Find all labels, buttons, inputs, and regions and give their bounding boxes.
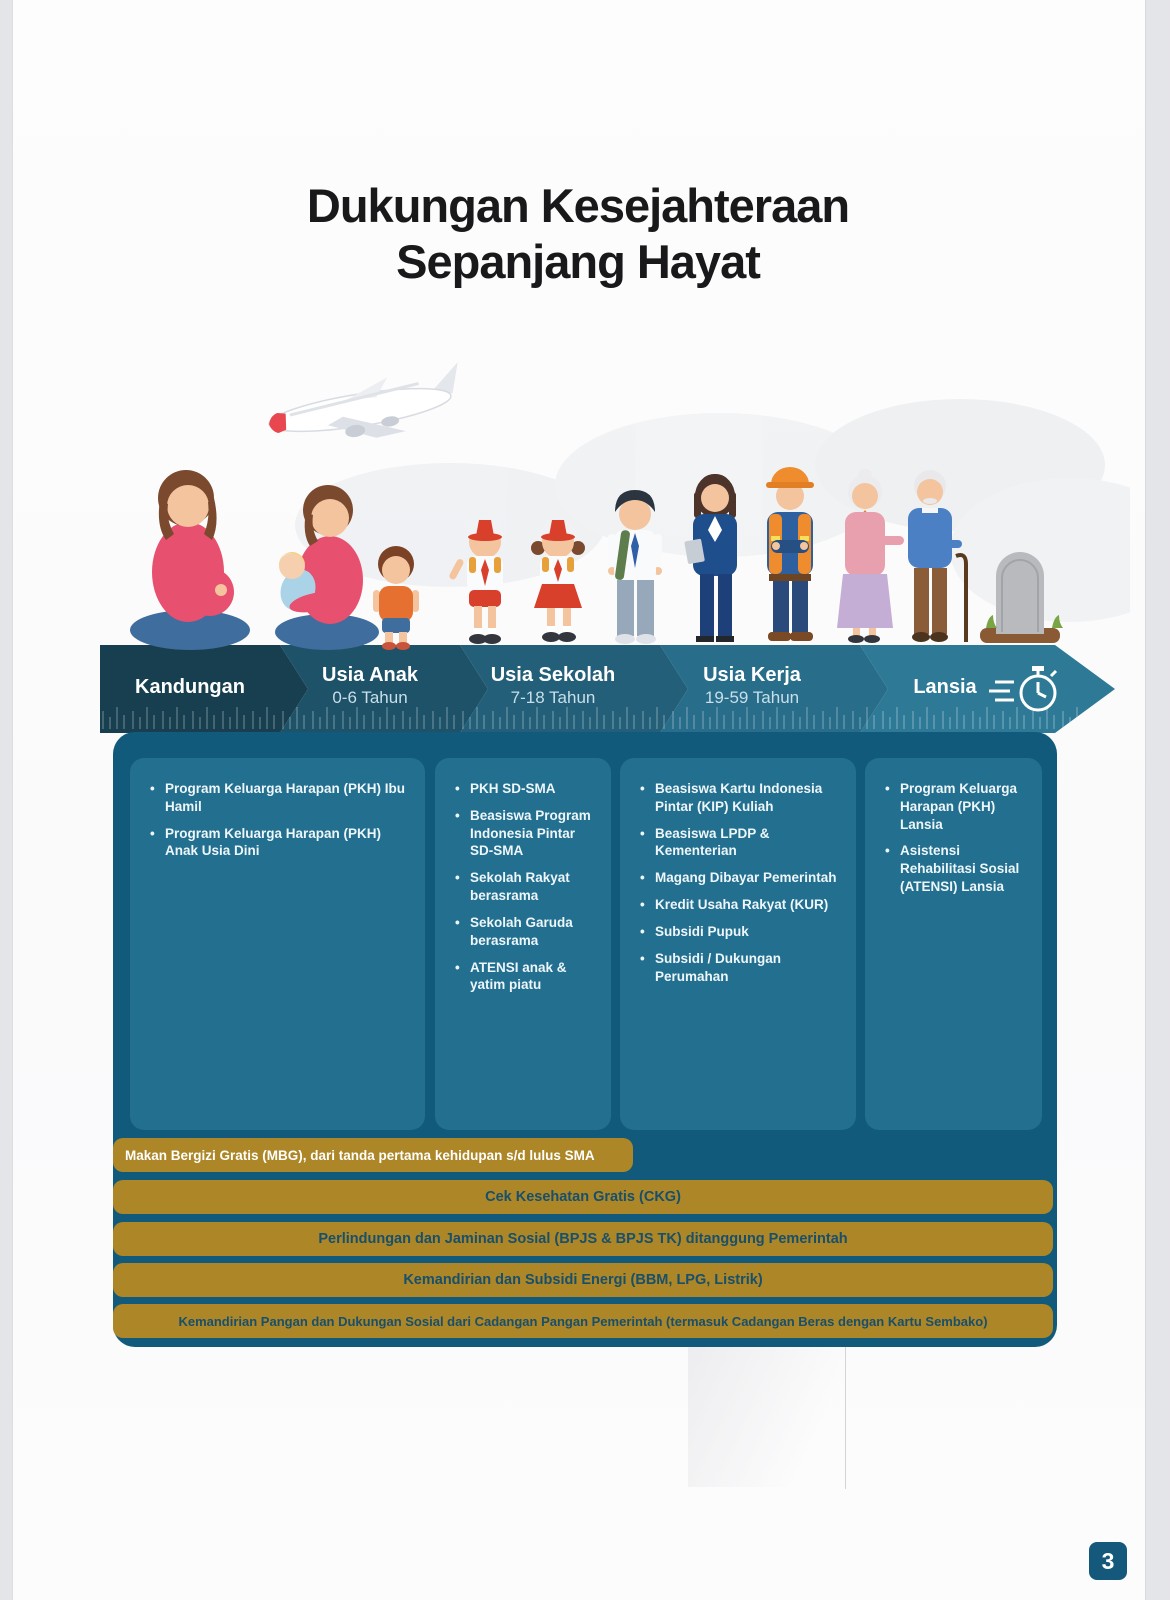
page-number-badge: 3	[1089, 1542, 1127, 1580]
program-list	[435, 758, 611, 994]
bar-energi: Kemandirian dan Subsidi Energi (BBM, LPG, Listrik)	[113, 1263, 1053, 1297]
list-item: • Beasiswa LPDP & Kementerian	[640, 825, 846, 861]
list-item: • Kredit Usaha Rakyat (KUR)	[640, 896, 846, 914]
page-crease-line	[845, 1347, 846, 1489]
stage-usia-anak	[322, 664, 418, 708]
list-item: • Program Keluarga Harapan (PKH) Anak Usia Dini	[150, 825, 415, 861]
airplane-icon	[264, 362, 467, 454]
bar-ckg: Cek Kesehatan Gratis (CKG)	[113, 1180, 1053, 1214]
stage-label: Usia Kerja	[703, 664, 801, 686]
stage-label: Usia Sekolah	[490, 664, 616, 686]
stage-usia-sekolah	[491, 664, 616, 708]
stage-lansia	[913, 676, 976, 700]
page-shadow	[688, 1347, 845, 1487]
stage-sublabel: 0-6 Tahun	[332, 687, 408, 707]
list-item: • Sekolah Rakyat berasrama	[455, 869, 601, 905]
stage-kandungan	[135, 676, 245, 700]
list-item: • PKH SD-SMA	[455, 780, 601, 798]
list-item: • Beasiswa Kartu Indonesia Pintar (KIP) Kuliah	[640, 780, 846, 816]
stage-label: Kandungan	[135, 676, 245, 698]
list-item: • Program Keluarga Harapan (PKH) Ibu Hamil	[150, 780, 415, 816]
list-item: • Asistensi Rehabilitasi Sosial (ATENSI) Lansia	[885, 842, 1032, 895]
stage-sublabel: 7-18 Tahun	[510, 687, 596, 707]
figure-pregnant-woman	[130, 470, 250, 650]
list-item: • Subsidi Pupuk	[640, 923, 846, 941]
program-list	[865, 758, 1042, 896]
bar-mbg: Makan Bergizi Gratis (MBG), dari tanda pertama kehidupan s/d lulus SMA	[113, 1138, 633, 1172]
life-stages-illustration	[90, 340, 1130, 652]
stage-sublabel: 19-59 Tahun	[704, 687, 800, 707]
list-item: • Sekolah Garuda berasrama	[455, 914, 601, 950]
list-item: • Beasiswa Program Indonesia Pintar SD-SMA	[455, 807, 601, 860]
stage-usia-kerja	[703, 664, 801, 708]
stage-label: Usia Anak	[322, 664, 418, 686]
card-lansia	[865, 758, 1042, 1130]
stage-label: Lansia	[913, 676, 977, 698]
list-item: • Subsidi / Dukungan Perumahan	[640, 950, 846, 986]
list-item: • Program Keluarga Harapan (PKH) Lansia	[885, 780, 1032, 833]
card-usia-kerja	[620, 758, 856, 1130]
figure-toddler	[373, 546, 419, 650]
program-list	[620, 758, 856, 985]
page-title-line2: Sepanjang Hayat	[396, 235, 760, 289]
card-usia-sekolah	[435, 758, 611, 1130]
list-item: • Magang Dibayar Pemerintah	[640, 869, 846, 887]
bar-bpjs: Perlindungan dan Jaminan Sosial (BPJS & BPJS TK) ditanggung Pemerintah	[113, 1222, 1053, 1256]
page-title-line1: Dukungan Kesejahteraan	[306, 179, 850, 232]
page-title	[12, 178, 1144, 291]
bar-pangan: Kemandirian Pangan dan Dukungan Sosial dari Cadangan Pangan Pemerintah (termasuk Cadangan Beras dengan Kartu Sembako)	[113, 1304, 1053, 1338]
card-kandungan	[130, 758, 425, 1130]
list-item: • ATENSI anak & yatim piatu	[455, 959, 601, 995]
ruler-ticks	[100, 705, 1115, 733]
program-list	[130, 758, 425, 860]
